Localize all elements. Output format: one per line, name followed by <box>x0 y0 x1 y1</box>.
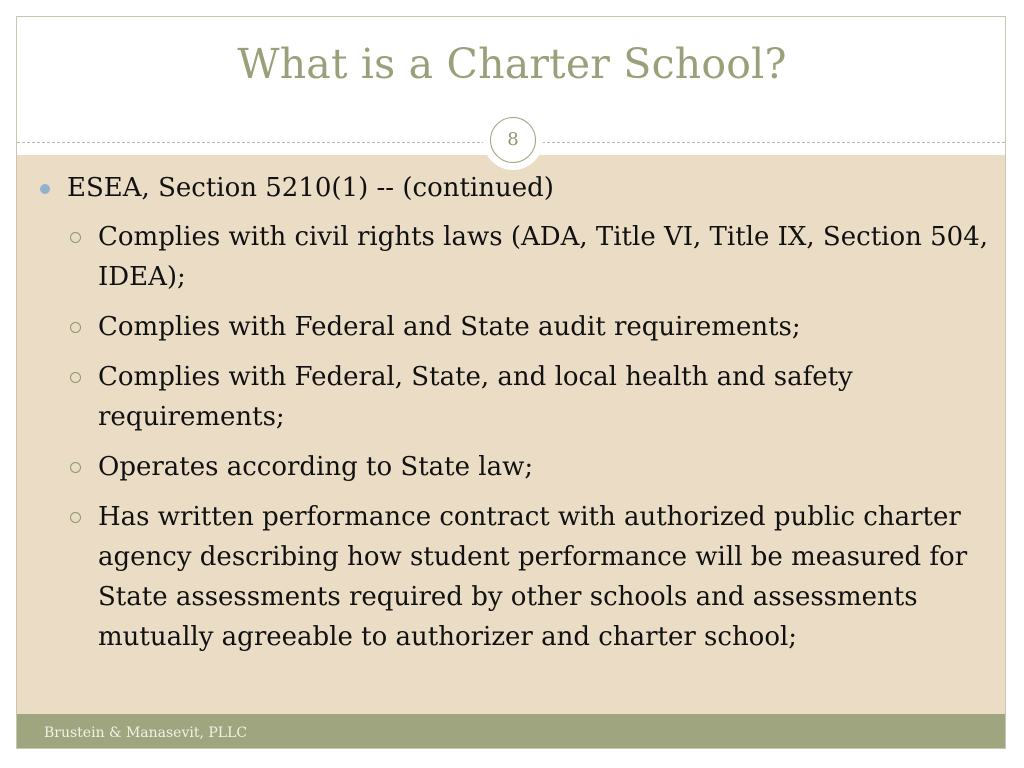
sub-bullet-text: Complies with Federal and State audit requirements; <box>98 312 801 342</box>
sub-bullet-text: Complies with civil rights laws (ADA, Title VI, Title IX, Section 504, IDEA); <box>98 222 989 292</box>
sub-bullet-item <box>38 497 998 657</box>
sub-bullet-item <box>38 447 998 487</box>
bullet-text: ESEA, Section 5210(1) -- (continued) <box>67 173 554 203</box>
page-number-badge: 8 <box>490 117 536 163</box>
hollow-circle-icon <box>70 372 81 383</box>
hollow-circle-icon <box>70 322 81 333</box>
sub-bullet-text: Operates according to State law; <box>98 452 534 482</box>
bullet-item <box>38 168 998 208</box>
slide-content <box>38 168 998 667</box>
sub-bullet-text: Has written performance contract with authorized public charter agency describing how student performance will be measured for State assessments required by other schools and assessments mutually agreeable to authorizer and charter school; <box>98 502 968 652</box>
hollow-circle-icon <box>70 232 81 243</box>
sub-bullet-item <box>38 217 998 297</box>
sub-bullet-item <box>38 307 998 347</box>
footer-text: Brustein & Manasevit, PLLC <box>44 725 248 741</box>
sub-bullet-item <box>38 357 998 437</box>
hollow-circle-icon <box>70 462 81 473</box>
slide-title: What is a Charter School? <box>237 40 787 88</box>
sub-bullet-text: Complies with Federal, State, and local health and safety requirements; <box>98 362 853 432</box>
hollow-circle-icon <box>70 512 81 523</box>
filled-circle-icon <box>40 184 50 194</box>
